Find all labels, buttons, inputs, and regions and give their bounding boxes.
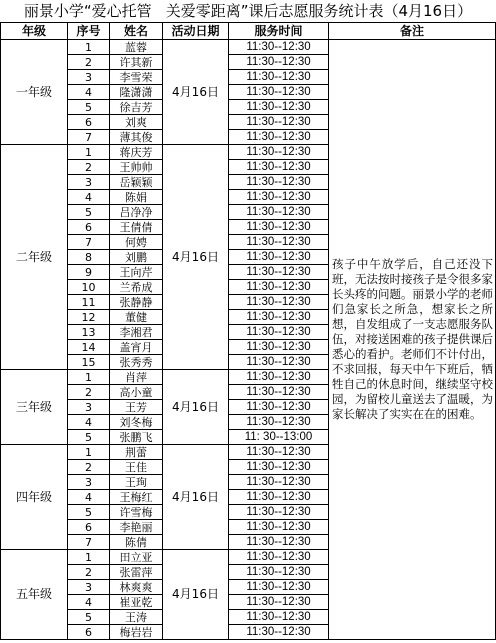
seq-cell: 14 xyxy=(68,340,110,355)
seq-cell: 1 xyxy=(68,445,110,460)
name-cell: 张鹏飞 xyxy=(110,430,163,445)
seq-cell: 6 xyxy=(68,220,110,235)
time-cell: 11:30--12:30 xyxy=(229,490,329,505)
name-cell: 隆潇潇 xyxy=(110,85,163,100)
seq-cell: 5 xyxy=(68,430,110,445)
name-cell: 肖萍 xyxy=(110,370,163,385)
time-cell: 11:30--12:30 xyxy=(229,535,329,550)
seq-cell: 4 xyxy=(68,490,110,505)
name-cell: 李雪荣 xyxy=(110,70,163,85)
time-cell: 11:30--12:30 xyxy=(229,190,329,205)
header-row xyxy=(1,23,496,40)
seq-cell: 5 xyxy=(68,610,110,625)
seq-cell: 12 xyxy=(68,310,110,325)
name-cell: 陈娟 xyxy=(110,190,163,205)
date-cell: 4月16日 xyxy=(163,550,229,640)
seq-cell: 10 xyxy=(68,280,110,295)
time-cell: 11:30--12:30 xyxy=(229,340,329,355)
name-cell: 张静静 xyxy=(110,295,163,310)
time-cell: 11: 30--13:00 xyxy=(229,430,329,445)
seq-cell: 11 xyxy=(68,295,110,310)
seq-cell: 1 xyxy=(68,145,110,160)
header-no: 序号 xyxy=(68,23,110,40)
seq-cell: 4 xyxy=(68,595,110,610)
seq-cell: 5 xyxy=(68,205,110,220)
header-date: 活动日期 xyxy=(163,23,229,40)
time-cell: 11:30--12:30 xyxy=(229,115,329,130)
title-part-2: 关爱零距离”课后志愿服务统计表（4月16日） xyxy=(165,2,473,20)
date-cell: 4月16日 xyxy=(163,370,229,445)
title-part-1: 丽景小学“爱心托管 xyxy=(23,2,152,20)
seq-cell: 2 xyxy=(68,55,110,70)
seq-cell: 2 xyxy=(68,160,110,175)
time-cell: 11:30--12:30 xyxy=(229,385,329,400)
name-cell: 陈倩 xyxy=(110,535,163,550)
time-cell: 11:30--12:30 xyxy=(229,475,329,490)
name-cell: 徐吉芳 xyxy=(110,100,163,115)
seq-cell: 13 xyxy=(68,325,110,340)
name-cell: 李湘君 xyxy=(110,325,163,340)
seq-cell: 5 xyxy=(68,100,110,115)
time-cell: 11:30--12:30 xyxy=(229,280,329,295)
seq-cell: 3 xyxy=(68,475,110,490)
name-cell: 盖宵月 xyxy=(110,340,163,355)
time-cell: 11:30--12:30 xyxy=(229,295,329,310)
seq-cell: 3 xyxy=(68,175,110,190)
seq-cell: 1 xyxy=(68,550,110,565)
header-time: 服务时间 xyxy=(229,23,329,40)
seq-cell: 2 xyxy=(68,565,110,580)
time-cell: 11:30--12:30 xyxy=(229,85,329,100)
name-cell: 张秀秀 xyxy=(110,355,163,370)
name-cell: 岳颖颖 xyxy=(110,175,163,190)
name-cell: 许其新 xyxy=(110,55,163,70)
time-cell: 11:30--12:30 xyxy=(229,505,329,520)
seq-cell: 7 xyxy=(68,535,110,550)
name-cell: 何娉 xyxy=(110,235,163,250)
time-cell: 11:30--12:30 xyxy=(229,70,329,85)
seq-cell: 5 xyxy=(68,505,110,520)
remark-cell: 孩子中午放学后，自己还没下班，无法按时接孩子是令很多家长头疼的问题。丽景小学的老师们急家长之所急，想家长之所想，自发组成了一支志愿服务队伍，对接送困难的孩子提供课后悉心的看护。老师们不计付出，不求回报，每天中午下班后，牺牲自己的休息时间，继续坚守校园，为留校儿童送去了温暖，为家长解决了实实在在的困难。 xyxy=(329,40,496,640)
time-cell: 11:30--12:30 xyxy=(229,415,329,430)
name-cell: 王涛 xyxy=(110,610,163,625)
name-cell: 荆蕾 xyxy=(110,445,163,460)
date-cell: 4月16日 xyxy=(163,40,229,145)
seq-cell: 8 xyxy=(68,250,110,265)
name-cell: 吕净净 xyxy=(110,205,163,220)
seq-cell: 3 xyxy=(68,580,110,595)
seq-cell: 1 xyxy=(68,40,110,55)
time-cell: 11:30--12:30 xyxy=(229,325,329,340)
time-cell: 11:30--12:30 xyxy=(229,40,329,55)
page-title xyxy=(0,0,496,22)
name-cell: 王梅红 xyxy=(110,490,163,505)
header-name: 姓名 xyxy=(110,23,163,40)
grade-cell: 三年级 xyxy=(1,370,68,445)
name-cell: 王向芹 xyxy=(110,265,163,280)
name-cell: 蒋庆芳 xyxy=(110,145,163,160)
seq-cell: 3 xyxy=(68,400,110,415)
time-cell: 11:30--12:30 xyxy=(229,205,329,220)
name-cell: 许雪梅 xyxy=(110,505,163,520)
time-cell: 11:30--12:30 xyxy=(229,520,329,535)
grade-cell: 一年级 xyxy=(1,40,68,145)
name-cell: 蓝蓉 xyxy=(110,40,163,55)
time-cell: 11:30--12:30 xyxy=(229,355,329,370)
name-cell: 张雷萍 xyxy=(110,565,163,580)
name-cell: 兰希成 xyxy=(110,280,163,295)
seq-cell: 2 xyxy=(68,385,110,400)
time-cell: 11:30--12:30 xyxy=(229,550,329,565)
volunteer-table xyxy=(0,22,496,640)
time-cell: 11:30--12:30 xyxy=(229,265,329,280)
time-cell: 11:30--12:30 xyxy=(229,220,329,235)
time-cell: 11:30--12:30 xyxy=(229,445,329,460)
time-cell: 11:30--12:30 xyxy=(229,595,329,610)
seq-cell: 4 xyxy=(68,190,110,205)
header-grade: 年级 xyxy=(1,23,68,40)
time-cell: 11:30--12:30 xyxy=(229,145,329,160)
time-cell: 11:30--12:30 xyxy=(229,625,329,640)
name-cell: 刘爽 xyxy=(110,115,163,130)
table-body xyxy=(1,40,496,640)
name-cell: 刘冬梅 xyxy=(110,415,163,430)
name-cell: 李艳丽 xyxy=(110,520,163,535)
seq-cell: 6 xyxy=(68,520,110,535)
seq-cell: 4 xyxy=(68,415,110,430)
name-cell: 董健 xyxy=(110,310,163,325)
seq-cell: 7 xyxy=(68,235,110,250)
seq-cell: 7 xyxy=(68,130,110,145)
seq-cell: 15 xyxy=(68,355,110,370)
name-cell: 梅岩岩 xyxy=(110,625,163,640)
name-cell: 王倩倩 xyxy=(110,220,163,235)
seq-cell: 9 xyxy=(68,265,110,280)
name-cell: 崔亚乾 xyxy=(110,595,163,610)
seq-cell: 6 xyxy=(68,115,110,130)
name-cell: 薄其俊 xyxy=(110,130,163,145)
grade-cell: 五年级 xyxy=(1,550,68,640)
time-cell: 11:30--12:30 xyxy=(229,580,329,595)
name-cell: 田立亚 xyxy=(110,550,163,565)
time-cell: 11:30--12:30 xyxy=(229,160,329,175)
name-cell: 刘鹏 xyxy=(110,250,163,265)
header-remark: 备注 xyxy=(329,23,496,40)
date-cell: 4月16日 xyxy=(163,145,229,370)
table-row xyxy=(1,40,496,55)
time-cell: 11:30--12:30 xyxy=(229,55,329,70)
time-cell: 11:30--12:30 xyxy=(229,235,329,250)
time-cell: 11:30--12:30 xyxy=(229,460,329,475)
grade-cell: 二年级 xyxy=(1,145,68,370)
grade-cell: 四年级 xyxy=(1,445,68,550)
time-cell: 11:30--12:30 xyxy=(229,100,329,115)
name-cell: 王帅帅 xyxy=(110,160,163,175)
name-cell: 林爽爽 xyxy=(110,580,163,595)
seq-cell: 3 xyxy=(68,70,110,85)
time-cell: 11:30--12:30 xyxy=(229,400,329,415)
time-cell: 11:30--12:30 xyxy=(229,175,329,190)
seq-cell: 2 xyxy=(68,460,110,475)
time-cell: 11:30--12:30 xyxy=(229,610,329,625)
name-cell: 王芳 xyxy=(110,400,163,415)
name-cell: 王珣 xyxy=(110,475,163,490)
time-cell: 11:30--12:30 xyxy=(229,565,329,580)
time-cell: 11:30--12:30 xyxy=(229,370,329,385)
time-cell: 11:30--12:30 xyxy=(229,310,329,325)
name-cell: 高小童 xyxy=(110,385,163,400)
seq-cell: 6 xyxy=(68,625,110,640)
time-cell: 11:30--12:30 xyxy=(229,250,329,265)
time-cell: 11:30--12:30 xyxy=(229,130,329,145)
date-cell: 4月16日 xyxy=(163,445,229,550)
name-cell: 王佳 xyxy=(110,460,163,475)
seq-cell: 4 xyxy=(68,85,110,100)
seq-cell: 1 xyxy=(68,370,110,385)
